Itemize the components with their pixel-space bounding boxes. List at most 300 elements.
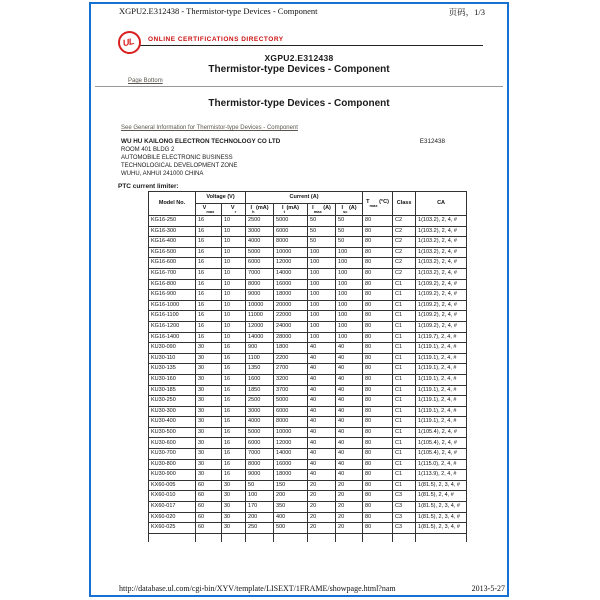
table-cell: 100 bbox=[336, 258, 363, 269]
table-cell: 80 bbox=[363, 523, 393, 534]
table-cell: 50 bbox=[336, 237, 363, 248]
table-cell bbox=[196, 533, 222, 542]
table-caption: PTC current limiter: bbox=[118, 183, 179, 190]
table-cell: 10000 bbox=[274, 247, 308, 258]
table-cell: 6000 bbox=[274, 406, 308, 417]
table-cell: KU30-185 bbox=[149, 385, 196, 396]
table-row bbox=[149, 343, 467, 354]
table-cell: 1(105.4), 2, 4, # bbox=[416, 427, 467, 438]
page-bottom-link[interactable]: Page Bottom bbox=[128, 78, 163, 84]
table-cell: 16 bbox=[196, 311, 222, 322]
table-cell: 1(103.2), 2, 4, # bbox=[416, 268, 467, 279]
table-cell: 6000 bbox=[246, 438, 274, 449]
table-cell: 80 bbox=[363, 459, 393, 470]
table-cell: 80 bbox=[363, 226, 393, 237]
table-cell: 1(81.5), 2, 3, 4, # bbox=[416, 480, 467, 491]
table-cell: KG16-500 bbox=[149, 247, 196, 258]
table-cell: C1 bbox=[393, 480, 416, 491]
table-cell: 16 bbox=[196, 247, 222, 258]
table-cell: 1(115.0), 2, 4, # bbox=[416, 459, 467, 470]
table-cell: KU30-900 bbox=[149, 470, 196, 481]
table-cell: 1(119.1), 2, 4, # bbox=[416, 406, 467, 417]
table-row bbox=[149, 427, 467, 438]
table-cell: 1(105.4), 2, 4, # bbox=[416, 438, 467, 449]
table-cell: KX60-025 bbox=[149, 523, 196, 534]
table-cell: 40 bbox=[308, 343, 336, 354]
section-title: Thermistor-type Devices - Component bbox=[208, 98, 390, 109]
table-cell: KU30-600 bbox=[149, 438, 196, 449]
general-information-link[interactable]: See General Information for Thermistor-type Devices - Component bbox=[121, 125, 298, 131]
table-cell: 20 bbox=[308, 480, 336, 491]
table-cell: KG16-1400 bbox=[149, 332, 196, 343]
table-cell: C1 bbox=[393, 427, 416, 438]
table-cell: 1(119.1), 2, 4, # bbox=[416, 364, 467, 375]
table-cell: 100 bbox=[308, 268, 336, 279]
table-cell: 1(105.4), 2, 4, # bbox=[416, 449, 467, 460]
table-cell: 2500 bbox=[246, 216, 274, 227]
table-cell: 40 bbox=[308, 427, 336, 438]
table-cell: 30 bbox=[196, 470, 222, 481]
table-cell: 80 bbox=[363, 417, 393, 428]
table-cell: 20 bbox=[336, 480, 363, 491]
table-cell: 20 bbox=[308, 523, 336, 534]
table-cell: 10 bbox=[222, 268, 246, 279]
table-cell: 6000 bbox=[246, 258, 274, 269]
table-cell: KG16-900 bbox=[149, 290, 196, 301]
table-cell: 30 bbox=[196, 353, 222, 364]
table-cell: 30 bbox=[196, 438, 222, 449]
table-cell: C1 bbox=[393, 343, 416, 354]
table-cell: 40 bbox=[308, 396, 336, 407]
table-cell: 8000 bbox=[274, 417, 308, 428]
table-cell bbox=[274, 533, 308, 542]
table-cell: 80 bbox=[363, 216, 393, 227]
table-cell bbox=[149, 533, 196, 542]
table-cell: 40 bbox=[336, 374, 363, 385]
table-cell: 100 bbox=[308, 311, 336, 322]
table-cell: 1(113.9), 2, 4, # bbox=[416, 470, 467, 481]
table-cell: KX60-005 bbox=[149, 480, 196, 491]
ptc-table bbox=[148, 191, 467, 542]
table-cell: 80 bbox=[363, 364, 393, 375]
table-cell: 80 bbox=[363, 300, 393, 311]
table-cell: KU30-135 bbox=[149, 364, 196, 375]
table-cell: C1 bbox=[393, 364, 416, 375]
table-cell: 250 bbox=[246, 523, 274, 534]
table-cell: C2 bbox=[393, 226, 416, 237]
table-cell: 7000 bbox=[246, 449, 274, 460]
table-cell: 10 bbox=[222, 258, 246, 269]
col-group-voltage: Voltage (V) bbox=[196, 192, 246, 204]
table-cell: 200 bbox=[246, 512, 274, 523]
file-number: E312438 bbox=[419, 138, 445, 145]
table-cell: 10000 bbox=[246, 300, 274, 311]
table-cell: 1(103.2), 2, 4, # bbox=[416, 226, 467, 237]
table-cell: 350 bbox=[274, 502, 308, 513]
table-cell: C1 bbox=[393, 353, 416, 364]
table-cell: 9000 bbox=[246, 470, 274, 481]
table-cell: 40 bbox=[336, 343, 363, 354]
table-cell: 80 bbox=[363, 396, 393, 407]
table-cell: 14000 bbox=[274, 449, 308, 460]
table-cell: 1(103.2), 2, 4, # bbox=[416, 216, 467, 227]
table-cell: KX60-017 bbox=[149, 502, 196, 513]
table-cell: 1(119.7), 2, 4, # bbox=[416, 332, 467, 343]
table-cell: C1 bbox=[393, 279, 416, 290]
table-cell: 80 bbox=[363, 438, 393, 449]
company-name: WU HU KAILONG ELECTRON TECHNOLOGY CO LTD bbox=[121, 138, 281, 145]
table-cell: 2200 bbox=[274, 353, 308, 364]
table-cell: 100 bbox=[308, 321, 336, 332]
table-cell: 1850 bbox=[246, 385, 274, 396]
table-cell: C2 bbox=[393, 216, 416, 227]
table-row bbox=[149, 417, 467, 428]
print-footer-date: 2013-5-27 bbox=[471, 584, 505, 593]
table-cell: 30 bbox=[196, 449, 222, 460]
table-cell: C1 bbox=[393, 459, 416, 470]
table-cell: C1 bbox=[393, 396, 416, 407]
table-cell: 8000 bbox=[246, 279, 274, 290]
table-cell: 1(119.1), 2, 4, # bbox=[416, 385, 467, 396]
table-cell: 10 bbox=[222, 300, 246, 311]
col-group-current: Current (A) bbox=[246, 192, 363, 204]
table-cell: 30 bbox=[196, 406, 222, 417]
table-cell: 400 bbox=[274, 512, 308, 523]
table-cell: 60 bbox=[196, 502, 222, 513]
company-address-line: ROOM 401 BLDG 2 bbox=[121, 147, 175, 153]
table-cell: 10 bbox=[222, 311, 246, 322]
table-cell: 50 bbox=[308, 216, 336, 227]
table-cell: 6000 bbox=[274, 226, 308, 237]
divider bbox=[95, 86, 503, 87]
table-cell: 28000 bbox=[274, 332, 308, 343]
table-row bbox=[149, 406, 467, 417]
table-cell: 80 bbox=[363, 449, 393, 460]
table-cell: 1800 bbox=[274, 343, 308, 354]
table-cell: 16 bbox=[222, 417, 246, 428]
table-cell: 1(109.2), 2, 4, # bbox=[416, 290, 467, 301]
table-cell: KG16-1000 bbox=[149, 300, 196, 311]
page-indicator: 页码，1/3 bbox=[448, 7, 485, 17]
table-cell: C1 bbox=[393, 417, 416, 428]
table-cell: 10 bbox=[222, 247, 246, 258]
table-cell: 80 bbox=[363, 470, 393, 481]
ul-logo-icon bbox=[118, 31, 141, 54]
table-cell: 100 bbox=[246, 491, 274, 502]
table-cell: 1(109.2), 2, 4, # bbox=[416, 300, 467, 311]
table-cell: 1(103.2), 2, 4, # bbox=[416, 247, 467, 258]
table-cell: 10 bbox=[222, 216, 246, 227]
table-cell: 80 bbox=[363, 385, 393, 396]
table-cell: 80 bbox=[363, 332, 393, 343]
table-cell: 40 bbox=[308, 406, 336, 417]
table-cell: KU30-300 bbox=[149, 406, 196, 417]
table-cell: 60 bbox=[196, 523, 222, 534]
header-row-groups bbox=[149, 192, 467, 204]
table-cell: 1100 bbox=[246, 353, 274, 364]
table-cell: 20 bbox=[336, 491, 363, 502]
col-header-ca: CA bbox=[416, 192, 467, 216]
table-cell: KG16-1100 bbox=[149, 311, 196, 322]
table-cell: 170 bbox=[246, 502, 274, 513]
table-cell: 100 bbox=[336, 279, 363, 290]
table-cell: 30 bbox=[196, 396, 222, 407]
table-cell: 30 bbox=[196, 364, 222, 375]
table-cell: 30 bbox=[196, 427, 222, 438]
col-header-ih: $I_h$ (mA) bbox=[246, 204, 274, 216]
table-cell: 16 bbox=[222, 449, 246, 460]
ul-logo-text: UL bbox=[121, 35, 135, 48]
table-cell: 20000 bbox=[274, 300, 308, 311]
table-cell: 16 bbox=[222, 364, 246, 375]
table-cell: 2700 bbox=[274, 364, 308, 375]
table-cell: 40 bbox=[336, 364, 363, 375]
table-cell: 80 bbox=[363, 406, 393, 417]
table-cell: 16 bbox=[196, 268, 222, 279]
table-cell: C1 bbox=[393, 321, 416, 332]
print-footer-url: http://database.ul.com/cgi-bin/XYV/template/LISEXT/1FRAME/showpage.html?nam bbox=[119, 584, 396, 593]
table-cell: 5000 bbox=[274, 396, 308, 407]
table-cell: C1 bbox=[393, 470, 416, 481]
table-cell: 80 bbox=[363, 321, 393, 332]
table-cell: 1(119.1), 2, 4, # bbox=[416, 343, 467, 354]
table-row bbox=[149, 523, 467, 534]
table-cell: 1(81.5), 2, 4, # bbox=[416, 491, 467, 502]
table-cell: KU30-500 bbox=[149, 427, 196, 438]
table-cell: 40 bbox=[336, 417, 363, 428]
table-cell: 1(81.5), 2, 3, 4, # bbox=[416, 512, 467, 523]
table-cell: 40 bbox=[308, 449, 336, 460]
table-row bbox=[149, 268, 467, 279]
table-cell: 12000 bbox=[274, 438, 308, 449]
table-cell: 40 bbox=[308, 353, 336, 364]
table-cell: 50 bbox=[308, 237, 336, 248]
table-cell: 1(109.2), 2, 4, # bbox=[416, 311, 467, 322]
table-cell: 100 bbox=[308, 290, 336, 301]
table-row bbox=[149, 311, 467, 322]
table-cell: 100 bbox=[336, 311, 363, 322]
table-cell: KU30-250 bbox=[149, 396, 196, 407]
table-cell: 100 bbox=[336, 268, 363, 279]
table-cell: KX60-010 bbox=[149, 491, 196, 502]
table-cell: KG16-800 bbox=[149, 279, 196, 290]
table-row bbox=[149, 216, 467, 227]
table-cell: 40 bbox=[336, 459, 363, 470]
table-cell: 3000 bbox=[246, 406, 274, 417]
table-cell: C1 bbox=[393, 385, 416, 396]
table-cell: 1(119.1), 2, 4, # bbox=[416, 353, 467, 364]
table-cell: C1 bbox=[393, 290, 416, 301]
table-cell: 30 bbox=[196, 343, 222, 354]
table-cell: 30 bbox=[222, 512, 246, 523]
table-cell: 16 bbox=[222, 438, 246, 449]
table-cell: 80 bbox=[363, 491, 393, 502]
table-cell: 40 bbox=[308, 470, 336, 481]
table-cell: 40 bbox=[308, 385, 336, 396]
table-cell: 5000 bbox=[246, 427, 274, 438]
table-cell: 80 bbox=[363, 268, 393, 279]
print-footer bbox=[119, 584, 505, 593]
table-cell: 100 bbox=[308, 332, 336, 343]
table-cell: 16 bbox=[222, 343, 246, 354]
table-cell: 20 bbox=[336, 512, 363, 523]
table-cell: 16 bbox=[196, 258, 222, 269]
table-cell: 1600 bbox=[246, 374, 274, 385]
table-cell: KG16-1200 bbox=[149, 321, 196, 332]
table-cell: 1(119.1), 2, 4, # bbox=[416, 396, 467, 407]
table-cell: 900 bbox=[246, 343, 274, 354]
table-cell: 80 bbox=[363, 353, 393, 364]
clipped-row bbox=[149, 533, 467, 542]
table-row bbox=[149, 332, 467, 343]
table-row bbox=[149, 385, 467, 396]
table-cell bbox=[222, 533, 246, 542]
table-row bbox=[149, 512, 467, 523]
table-cell: 40 bbox=[336, 470, 363, 481]
table-cell: 16 bbox=[196, 237, 222, 248]
col-header-isc: $I_{sc}$ (A) bbox=[336, 204, 363, 216]
table-cell: KU30-090 bbox=[149, 343, 196, 354]
table-cell: C3 bbox=[393, 523, 416, 534]
table-cell: 80 bbox=[363, 279, 393, 290]
table-cell bbox=[308, 533, 336, 542]
table-cell: 24000 bbox=[274, 321, 308, 332]
table-cell: C1 bbox=[393, 449, 416, 460]
table-cell: C2 bbox=[393, 258, 416, 269]
table-cell: C3 bbox=[393, 502, 416, 513]
table-cell: 16000 bbox=[274, 459, 308, 470]
table-cell: C2 bbox=[393, 247, 416, 258]
document-page bbox=[89, 2, 509, 597]
table-cell: 5000 bbox=[246, 247, 274, 258]
company-address-line: WUHU, ANHUI 241000 CHINA bbox=[121, 171, 204, 177]
table-cell: 80 bbox=[363, 290, 393, 301]
table-cell: 20 bbox=[336, 523, 363, 534]
table-cell: 16 bbox=[222, 353, 246, 364]
table-row bbox=[149, 374, 467, 385]
table-cell: 18000 bbox=[274, 290, 308, 301]
table-row bbox=[149, 226, 467, 237]
table-cell: 2500 bbox=[246, 396, 274, 407]
table-cell: 40 bbox=[336, 353, 363, 364]
table-cell: 40 bbox=[336, 427, 363, 438]
table-cell: 30 bbox=[222, 480, 246, 491]
table-cell bbox=[393, 533, 416, 542]
company-address-line: AUTOMOBILE ELECTRONIC BUSINESS bbox=[121, 155, 233, 161]
table-cell: KU30-700 bbox=[149, 449, 196, 460]
table-cell: 40 bbox=[336, 406, 363, 417]
table-row bbox=[149, 258, 467, 269]
table-cell bbox=[246, 533, 274, 542]
table-cell: 14000 bbox=[246, 332, 274, 343]
table-cell: 60 bbox=[196, 480, 222, 491]
company-address-line: TECHNOLOGICAL DEVELOPMENT ZONE bbox=[121, 163, 238, 169]
table-cell: 16 bbox=[222, 427, 246, 438]
table-cell: 5000 bbox=[274, 216, 308, 227]
table-cell: KG16-400 bbox=[149, 237, 196, 248]
table-cell: 9000 bbox=[246, 290, 274, 301]
col-header-vr: $V_r$ bbox=[222, 204, 246, 216]
table-cell: C1 bbox=[393, 374, 416, 385]
table-cell bbox=[416, 533, 467, 542]
table-cell: 1(103.2), 2, 4, # bbox=[416, 237, 467, 248]
table-row bbox=[149, 290, 467, 301]
col-header-tmax: $T_{max}$ (°C) bbox=[363, 192, 393, 216]
table-cell: 100 bbox=[336, 300, 363, 311]
table-cell: 12000 bbox=[246, 321, 274, 332]
table-cell: 10 bbox=[222, 321, 246, 332]
table-cell: 11000 bbox=[246, 311, 274, 322]
table-cell: 16 bbox=[222, 374, 246, 385]
table-cell: 30 bbox=[196, 459, 222, 470]
table-cell: 8000 bbox=[274, 237, 308, 248]
table-row bbox=[149, 321, 467, 332]
table-cell: 40 bbox=[336, 396, 363, 407]
table-cell: 16 bbox=[196, 279, 222, 290]
table-cell: 50 bbox=[308, 226, 336, 237]
table-cell: C3 bbox=[393, 491, 416, 502]
table-row bbox=[149, 459, 467, 470]
table-cell: 60 bbox=[196, 491, 222, 502]
table-cell: 80 bbox=[363, 343, 393, 354]
table-cell: 10 bbox=[222, 290, 246, 301]
directory-label: ONLINE CERTIFICATIONS DIRECTORY bbox=[148, 36, 284, 43]
table-cell: 40 bbox=[308, 417, 336, 428]
table-cell: 30 bbox=[222, 523, 246, 534]
table-cell: 100 bbox=[308, 247, 336, 258]
table-cell: 100 bbox=[336, 247, 363, 258]
ptc-table-wrapper bbox=[148, 191, 467, 542]
table-cell bbox=[336, 533, 363, 542]
table-cell: 16 bbox=[196, 290, 222, 301]
table-cell: 10000 bbox=[274, 427, 308, 438]
table-cell: 1(119.1), 2, 4, # bbox=[416, 417, 467, 428]
table-cell: KU30-400 bbox=[149, 417, 196, 428]
table-cell: 80 bbox=[363, 237, 393, 248]
table-cell: KU30-110 bbox=[149, 353, 196, 364]
table-cell: 50 bbox=[336, 216, 363, 227]
table-cell: 80 bbox=[363, 512, 393, 523]
table-cell: 80 bbox=[363, 258, 393, 269]
col-header-class: Class bbox=[393, 192, 416, 216]
file-number-title: XGPU2.E312438 bbox=[264, 53, 334, 63]
col-header-vmax: $V_{max}$ bbox=[196, 204, 222, 216]
table-cell: 3000 bbox=[246, 226, 274, 237]
table-cell: 4000 bbox=[246, 237, 274, 248]
table-row bbox=[149, 470, 467, 481]
table-cell: 1(81.5), 2, 3, 4, # bbox=[416, 523, 467, 534]
table-row bbox=[149, 353, 467, 364]
table-cell: 80 bbox=[363, 311, 393, 322]
table-row bbox=[149, 279, 467, 290]
category-title: Thermistor-type Devices - Component bbox=[208, 64, 390, 75]
table-row bbox=[149, 237, 467, 248]
table-cell: 30 bbox=[196, 417, 222, 428]
table-cell: KG16-700 bbox=[149, 268, 196, 279]
table-cell: C2 bbox=[393, 237, 416, 248]
table-cell: 30 bbox=[222, 502, 246, 513]
table-cell: 7000 bbox=[246, 268, 274, 279]
table-cell: 10 bbox=[222, 226, 246, 237]
table-cell: 16 bbox=[222, 406, 246, 417]
table-cell: 3200 bbox=[274, 374, 308, 385]
table-cell: 80 bbox=[363, 502, 393, 513]
table-cell: 40 bbox=[336, 438, 363, 449]
table-cell: 20 bbox=[308, 502, 336, 513]
table-row bbox=[149, 247, 467, 258]
table-cell: 12000 bbox=[274, 258, 308, 269]
company-block bbox=[121, 138, 280, 178]
